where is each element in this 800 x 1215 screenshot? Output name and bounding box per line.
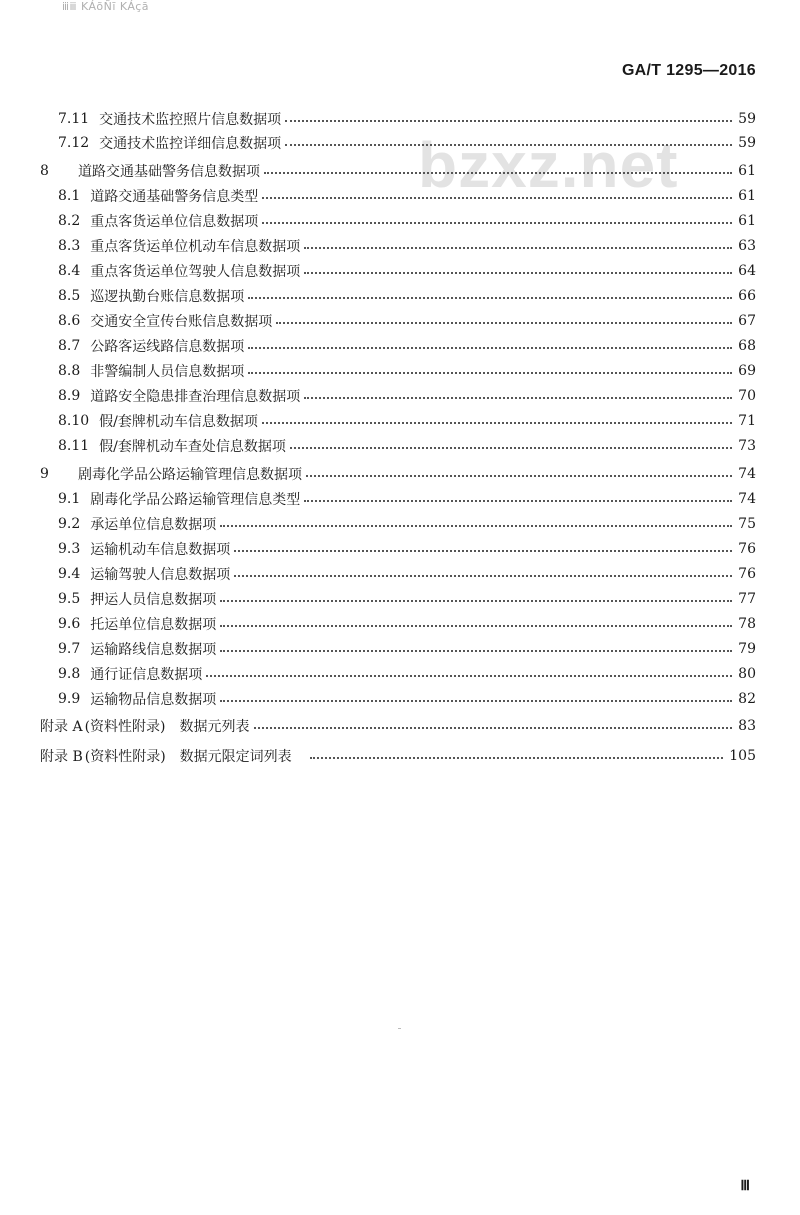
toc-number: 8.1 bbox=[58, 188, 81, 204]
toc-page: 82 bbox=[738, 691, 756, 707]
toc-entry-8-2[interactable] bbox=[58, 209, 756, 233]
toc-entry-9-1[interactable] bbox=[58, 487, 756, 511]
toc-title: 重点客货运单位机动车信息数据项 bbox=[90, 239, 301, 255]
toc-page: 74 bbox=[738, 491, 756, 507]
toc-page: 73 bbox=[738, 438, 756, 454]
toc-number: 8.8 bbox=[58, 363, 81, 379]
toc-title: 重点客货运单位信息数据项 bbox=[90, 214, 259, 230]
toc-title: 剧毒化学品公路运输管理信息类型 bbox=[90, 492, 301, 508]
leader-dots bbox=[254, 727, 733, 729]
toc-title: 道路安全隐患排查治理信息数据项 bbox=[90, 389, 301, 405]
leader-dots bbox=[248, 372, 732, 374]
toc-number: 9 bbox=[40, 466, 49, 482]
toc-page: 63 bbox=[738, 238, 756, 254]
leader-dots bbox=[220, 625, 732, 627]
toc-entry-9-6[interactable] bbox=[58, 612, 756, 636]
toc-entry-8-11[interactable] bbox=[58, 434, 756, 458]
toc-page: 83 bbox=[738, 718, 756, 734]
toc-title: 公路客运线路信息数据项 bbox=[90, 339, 245, 355]
toc-title: 重点客货运单位驾驶人信息数据项 bbox=[90, 264, 301, 280]
toc-title: 通行证信息数据项 bbox=[90, 667, 203, 683]
toc-page: 105 bbox=[729, 748, 756, 764]
page-number-roman: Ⅲ bbox=[740, 1179, 750, 1194]
toc-number: 9.6 bbox=[58, 616, 81, 632]
toc-entry-9-7[interactable] bbox=[58, 637, 756, 661]
toc-title: 交通技术监控详细信息数据项 bbox=[99, 136, 282, 152]
toc-number: 9.1 bbox=[58, 491, 81, 507]
leader-dots bbox=[285, 144, 732, 146]
leader-dots bbox=[262, 222, 732, 224]
leader-dots bbox=[285, 120, 732, 122]
leader-dots bbox=[220, 525, 732, 527]
toc-title: 押运人员信息数据项 bbox=[90, 592, 217, 608]
toc-number: 8 bbox=[40, 163, 49, 179]
toc-entry-9-8[interactable] bbox=[58, 662, 756, 686]
toc-title: 假/套牌机动车信息数据项 bbox=[99, 414, 258, 430]
toc-entry-9-2[interactable] bbox=[58, 512, 756, 536]
toc-number: 9.5 bbox=[58, 591, 81, 607]
toc-entry-9-5[interactable] bbox=[58, 587, 756, 611]
toc-page: 64 bbox=[738, 263, 756, 279]
toc-title: 运输路线信息数据项 bbox=[90, 642, 217, 658]
toc-title: 托运单位信息数据项 bbox=[90, 617, 217, 633]
toc-title: 剧毒化学品公路运输管理信息数据项 bbox=[78, 467, 302, 483]
toc-number: 7.12 bbox=[58, 135, 90, 151]
toc-entry-7-11[interactable] bbox=[58, 107, 756, 131]
toc-page: 59 bbox=[738, 111, 756, 127]
toc-number: 9.4 bbox=[58, 566, 81, 582]
toc-title: 运输驾驶人信息数据项 bbox=[90, 567, 231, 583]
leader-dots bbox=[264, 172, 732, 174]
leader-dots bbox=[248, 347, 732, 349]
toc-title: 假/套牌机动车查处信息数据项 bbox=[99, 439, 286, 455]
toc-title: 交通安全宣传台账信息数据项 bbox=[90, 314, 273, 330]
toc-entry-9[interactable] bbox=[40, 462, 756, 486]
toc-number: 附录 A bbox=[40, 719, 83, 735]
leader-dots bbox=[206, 675, 732, 677]
leader-dots bbox=[306, 475, 732, 477]
toc-number: 9.7 bbox=[58, 641, 81, 657]
leader-dots bbox=[290, 447, 732, 449]
toc-number: 8.7 bbox=[58, 338, 81, 354]
toc-number: 8.11 bbox=[58, 438, 90, 454]
toc-entry-8-10[interactable] bbox=[58, 409, 756, 433]
toc-page: 59 bbox=[738, 135, 756, 151]
leader-dots bbox=[262, 422, 732, 424]
toc-page: 79 bbox=[738, 641, 756, 657]
standard-code: GA/T 1295—2016 bbox=[621, 62, 756, 79]
toc-number: 8.4 bbox=[58, 263, 81, 279]
toc-number: 8.9 bbox=[58, 388, 81, 404]
leader-dots bbox=[248, 297, 732, 299]
toc-number: 附录 B bbox=[40, 749, 83, 765]
toc-title: 道路交通基础警务信息数据项 bbox=[78, 164, 260, 180]
toc-page: 75 bbox=[738, 516, 756, 532]
toc-number: 9.9 bbox=[58, 691, 81, 707]
leader-dots bbox=[262, 197, 732, 199]
leader-dots bbox=[220, 600, 732, 602]
toc-number: 8.5 bbox=[58, 288, 81, 304]
toc-page: 77 bbox=[738, 591, 756, 607]
toc-page: 70 bbox=[738, 388, 756, 404]
toc-title: 交通技术监控照片信息数据项 bbox=[99, 112, 282, 128]
scan-speck bbox=[398, 1028, 401, 1029]
toc-title: 巡逻执勤台账信息数据项 bbox=[90, 289, 245, 305]
toc-entry-8-8[interactable] bbox=[58, 359, 756, 383]
toc-number: 9.3 bbox=[58, 541, 81, 557]
toc-entry-8-7[interactable] bbox=[58, 334, 756, 358]
toc-page: 71 bbox=[738, 413, 756, 429]
toc-entry-8-3[interactable] bbox=[58, 234, 756, 258]
toc-entry-8[interactable] bbox=[40, 159, 756, 183]
toc-page: 61 bbox=[738, 188, 756, 204]
toc-number: 8.3 bbox=[58, 238, 81, 254]
leader-dots bbox=[276, 322, 732, 324]
toc-entry-9-3[interactable] bbox=[58, 537, 756, 561]
toc-page: 66 bbox=[738, 288, 756, 304]
toc-page: 78 bbox=[738, 616, 756, 632]
toc-title: 承运单位信息数据项 bbox=[90, 517, 217, 533]
toc-title: (资料性附录) 数据元列表 bbox=[84, 719, 250, 735]
toc-title: 运输物品信息数据项 bbox=[90, 692, 217, 708]
leader-dots bbox=[310, 757, 724, 759]
leader-dots bbox=[220, 700, 732, 702]
toc-entry-8-4[interactable] bbox=[58, 259, 756, 283]
toc-entry-7-12[interactable] bbox=[58, 131, 756, 155]
toc-entry-8-1[interactable] bbox=[58, 184, 756, 208]
toc-entry-9-9[interactable] bbox=[58, 687, 756, 711]
watermark: bzxz.net bbox=[418, 129, 679, 201]
toc-number: 8.2 bbox=[58, 213, 81, 229]
toc-page: 76 bbox=[738, 566, 756, 582]
leader-dots bbox=[234, 575, 732, 577]
toc-page: 67 bbox=[738, 313, 756, 329]
toc-entry-8-9[interactable] bbox=[58, 384, 756, 408]
toc-page: 69 bbox=[738, 363, 756, 379]
toc-page: 74 bbox=[738, 466, 756, 482]
toc-page: 76 bbox=[738, 541, 756, 557]
toc-entry-8-5[interactable] bbox=[58, 284, 756, 308]
leader-dots bbox=[234, 550, 732, 552]
leader-dots bbox=[304, 500, 732, 502]
toc-entry-appendix-b[interactable] bbox=[40, 744, 756, 768]
toc-entry-9-4[interactable] bbox=[58, 562, 756, 586]
toc-number: 8.6 bbox=[58, 313, 81, 329]
toc-page: 61 bbox=[738, 163, 756, 179]
top-scan-mark: ⅲⅲ KÁõÑī KÁçā bbox=[62, 0, 150, 13]
toc-page: 68 bbox=[738, 338, 756, 354]
toc-number: 9.8 bbox=[58, 666, 81, 682]
leader-dots bbox=[220, 650, 732, 652]
toc-number: 8.10 bbox=[58, 413, 90, 429]
toc-number: 9.2 bbox=[58, 516, 81, 532]
toc-number: 7.11 bbox=[58, 111, 90, 127]
toc-page: 80 bbox=[738, 666, 756, 682]
toc-title: (资料性附录) 数据元限定词列表 bbox=[84, 749, 292, 765]
leader-dots bbox=[304, 247, 732, 249]
leader-dots bbox=[304, 272, 732, 274]
leader-dots bbox=[304, 397, 732, 399]
toc-entry-appendix-a[interactable] bbox=[40, 714, 756, 738]
toc-entry-8-6[interactable] bbox=[58, 309, 756, 333]
toc-title: 非警编制人员信息数据项 bbox=[90, 364, 245, 380]
toc-title: 运输机动车信息数据项 bbox=[90, 542, 231, 558]
toc-page: 61 bbox=[738, 213, 756, 229]
toc-title: 道路交通基础警务信息类型 bbox=[90, 189, 259, 205]
